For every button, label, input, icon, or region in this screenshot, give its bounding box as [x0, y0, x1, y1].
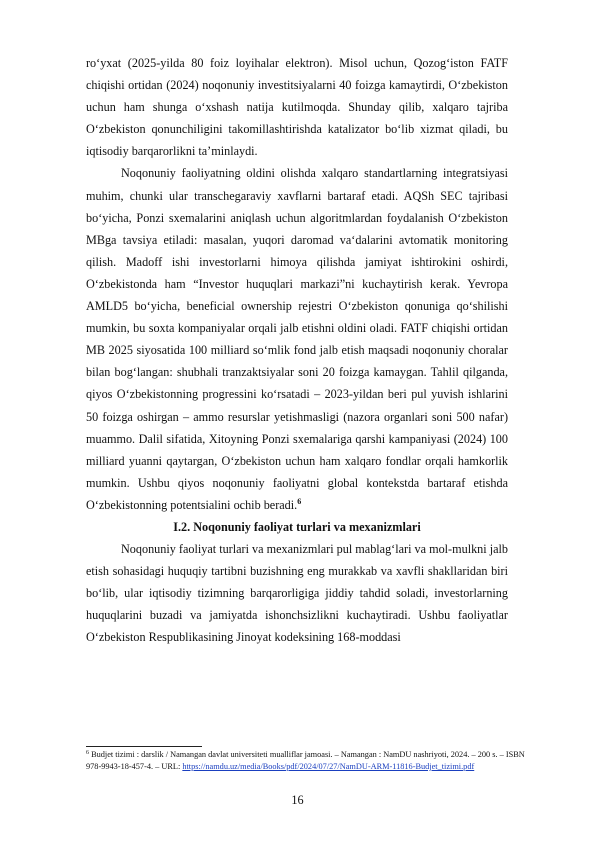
body-text: [86, 52, 508, 649]
paragraph-text: Noqonuniy faoliyatning oldini olishda xalqaro standartlarning integratsiyasi muhim, chunki ular transchegaraviy xavflarni bartaraf etadi. AQSh SEC tajribasi bo‘yicha, Ponzi sxemalarini aniqlash uchun algoritmlardan foydalanish O‘zbekiston MBga tavsiya etiladi: masalan, yuqori daromad va‘dalarini avtomatik monitoring qilish. Madoff ishi investorlarni himoya qilishda jamiyat ishtirokini oshirdi, O‘zbekistonda ham “Investor huquqlari markazi”ni kuchaytirish kerak. Yevropa AMLD5 bo‘yicha, beneficial ownership rejestri O‘zbekiston qonuniga qo‘shilishi mumkin, bu soxta kompaniyalar orqali jalb etishni oldini oladi. FATF chiqishi ortidan MB 2025 siyosatida 100 milliard so‘mlik fond jalb etish maqsadi noqonuniy choralar bilan bog‘langan: shubhali tranzaktsiyalar soni 20 foizga kamaygan. Tahlil qilganda, qiyos O‘zbekistonning progressini ko‘rsatadi – 2023-yildan beri pul yuvish ishlarini 50 foizga oshirgan – ammo resurslar yetishmasligi (nazora organlari soni 500 nafar) muammo. Dalil sifatida, Xitoyning Ponzi sxemalariga qarshi kampaniyasi (2024) 100 milliard yuanni qaytargan, O‘zbekiston uchun ham xalqaro fondlar orqali hamkorlik mumkin. Ushbu qiyos noqonuniy faoliyatni global kontekstda bartaraf etishda O‘zbekistonning potentsialini ochib beradi.: [86, 166, 508, 512]
footnote-text-block: [86, 749, 526, 773]
section-heading: I.2. Noqonuniy faoliyat turlari va mexanizmlari: [173, 519, 421, 534]
page-number: 16: [291, 793, 304, 807]
footnote-mark: 6: [86, 750, 89, 756]
footnote-url-link[interactable]: https://namdu.uz/media/Books/pdf/2024/07/27/NamDU-ARM-11816-Budjet_tizimi.pdf: [182, 761, 475, 771]
footnote: [86, 749, 526, 773]
paragraph-illegal-activity-types: Noqonuniy faoliyat turlari va mexanizmlari pul mablag‘lari va mol-mulkni jalb etish sohasidagi huquqiy tartibni buzishning eng murakkab va xavfli shakllaridan biri bo‘lib, ular iqtisodiy tizimning barqarorligiga jiddiy tahdid soladi, investorlarning huquqlarini buzadi va jamiyatda ishonchsizlikni kuchaytiradi. Ushbu faoliyatlar O‘zbekiston Respublikasining Jinoyat kodeksining 168-moddasi: [86, 542, 508, 645]
footnote-reference[interactable]: 6: [297, 496, 302, 506]
footnote-text: Budjet tizimi : darslik / Namangan davlat universiteti mualliflar jamoasi. – Namangan : NamDU nashriyoti, 2024. – 200 s. – ISBN 978-9943-18-457-4. – URL:: [86, 750, 525, 771]
paragraph-international-standards: [86, 162, 508, 516]
footnote-separator: [86, 746, 202, 747]
paragraph-continuation: ro‘yxat (2025-yilda 80 foiz loyihalar elektron). Misol uchun, Qozog‘iston FATF chiqishi ortidan (2024) noqonuniy investitsiyalarni 40 foizga kamaytirdi, O‘zbekiston uchun ham shunga o‘xshash natija kutilmoqda. Shunday qilib, xalqaro tajriba O‘zbekiston qonunchiligini takomillashtirishda katalizator bo‘lib xizmat qiladi, bu iqtisodiy barqarorlikni ta’minlaydi.: [86, 56, 508, 159]
